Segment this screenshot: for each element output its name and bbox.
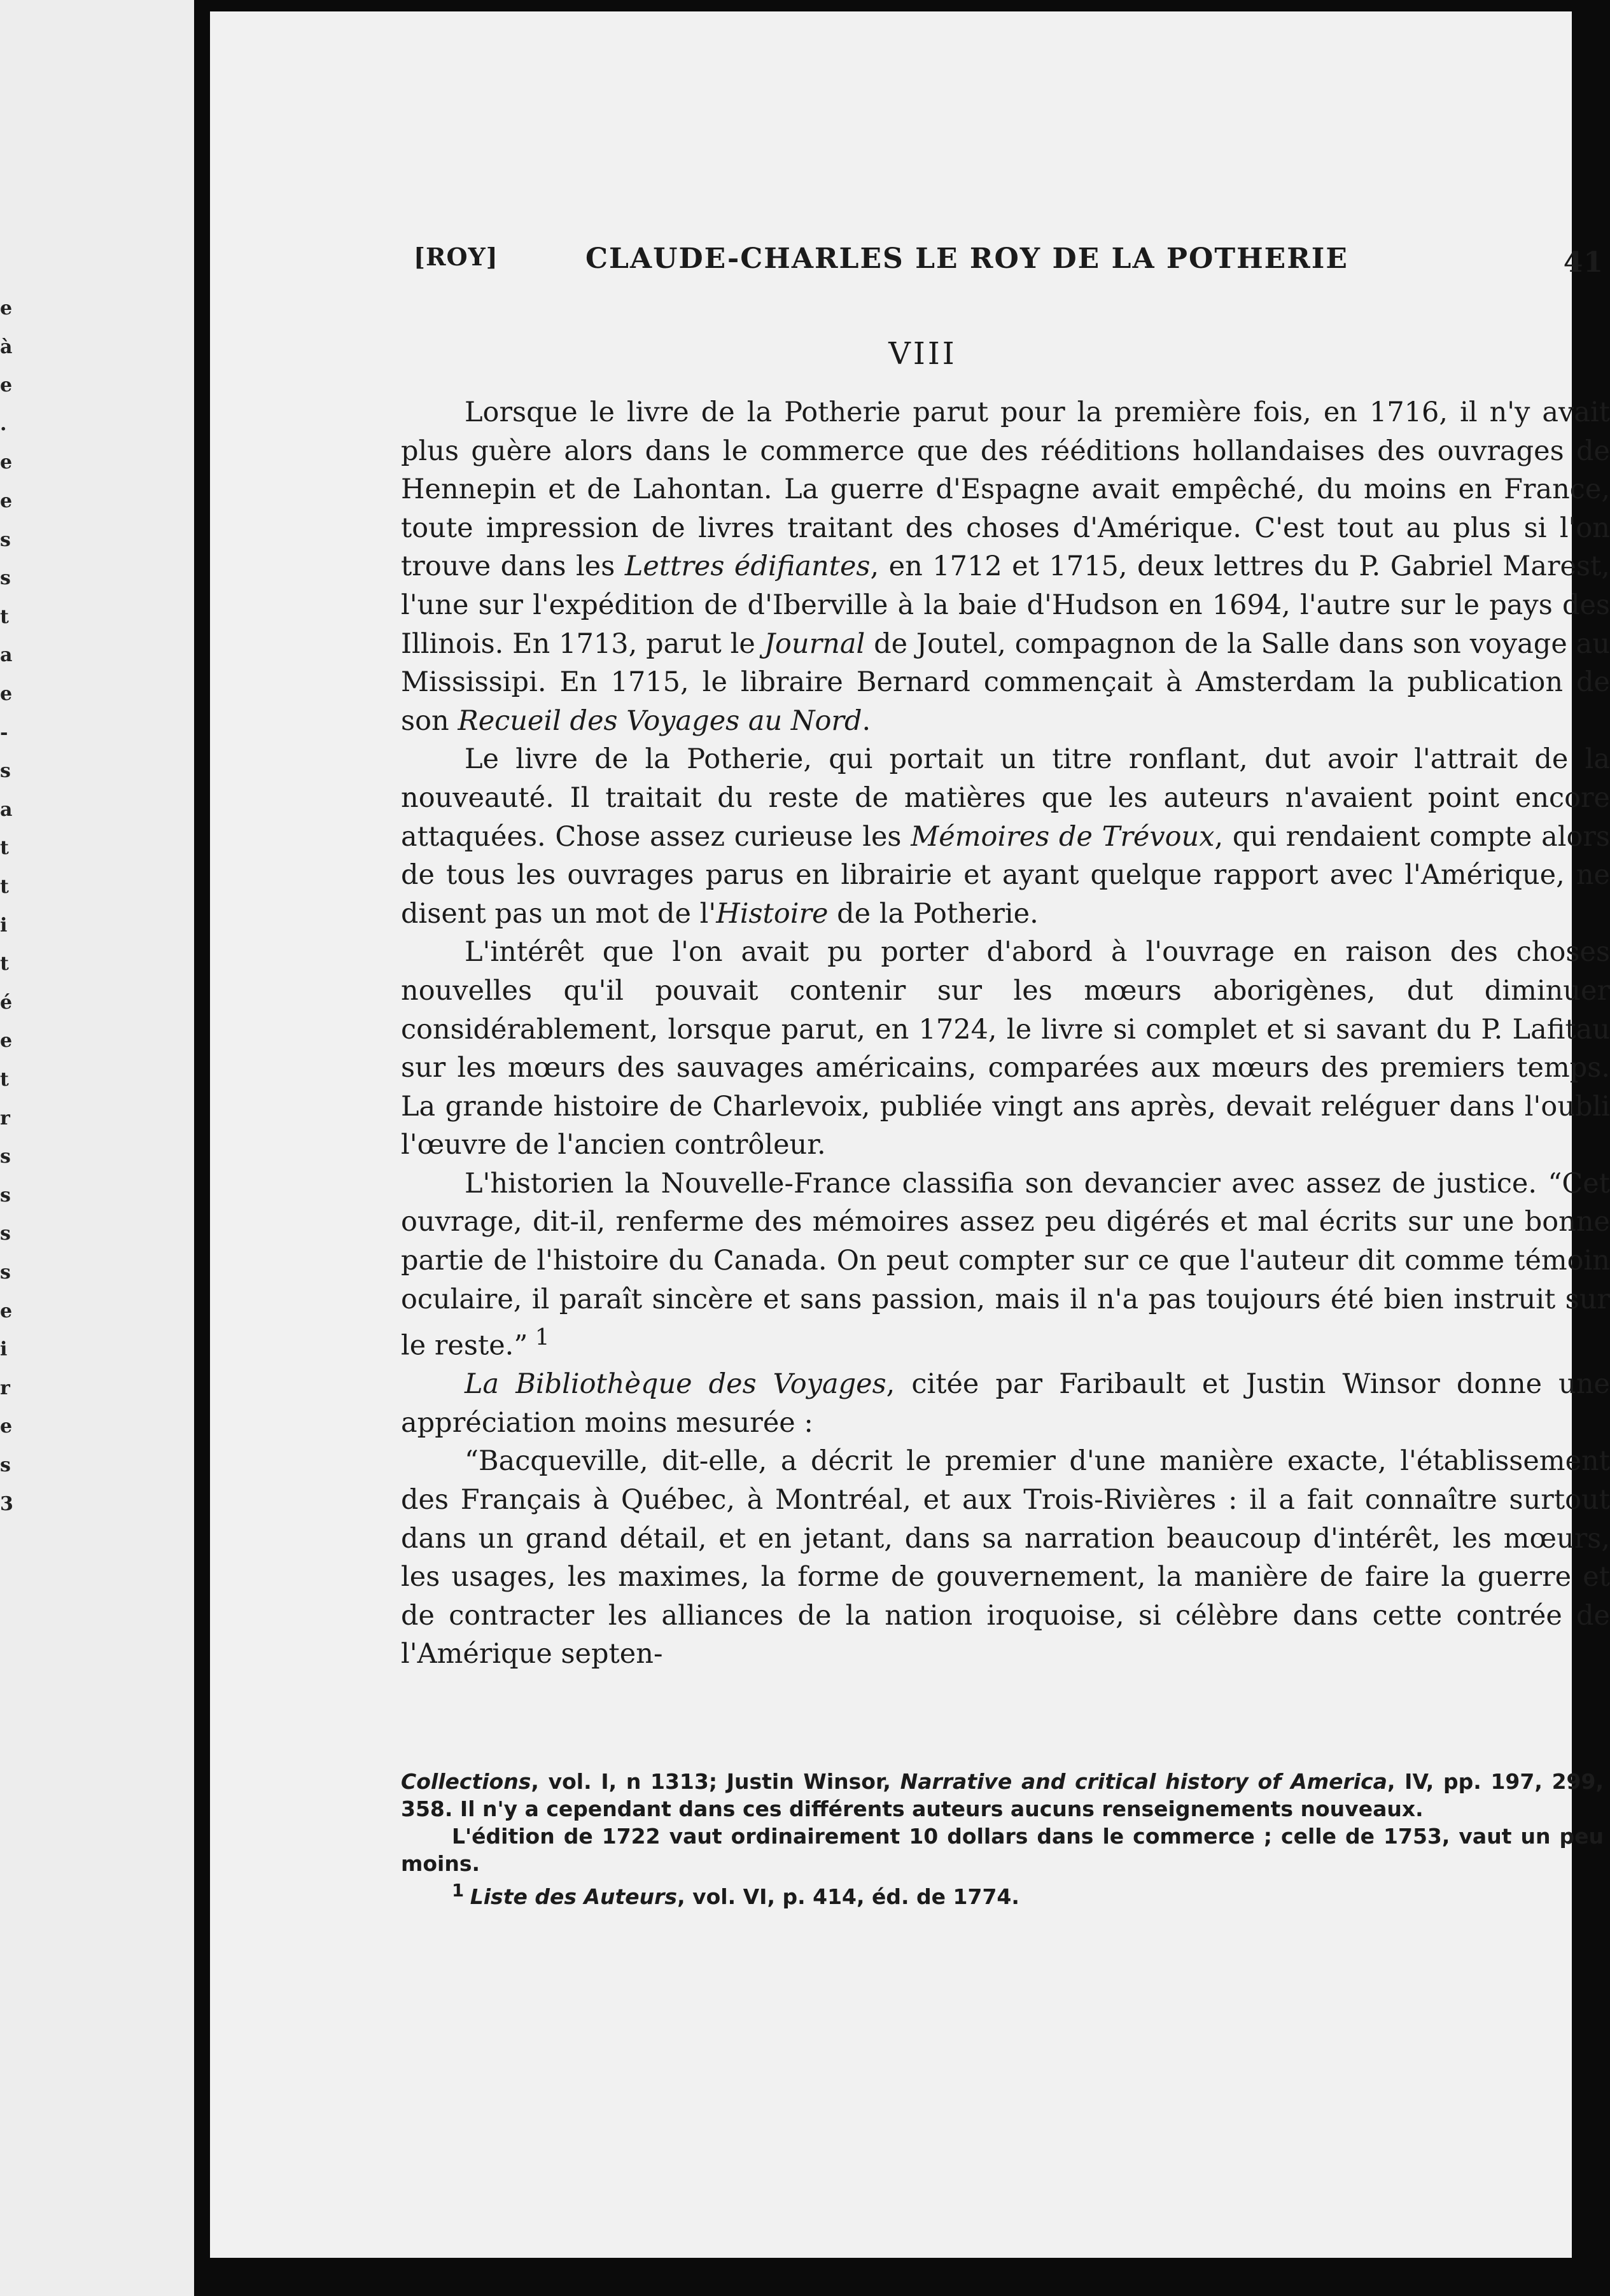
margin-letter: . (0, 412, 7, 435)
italic-text: Mémoires de Trévoux (911, 820, 1215, 853)
margin-letter: t (0, 876, 9, 898)
margin-letter: t (0, 605, 9, 628)
margin-letter: a (0, 798, 13, 821)
margin-letter: 3 (0, 1492, 13, 1515)
margin-letter: - (0, 721, 8, 744)
margin-letter: e (0, 297, 13, 319)
text-run: . (862, 704, 871, 737)
text-run: “Bacqueville, dit-elle, a décrit le premier d'une manière exacte, l'établissement des Français à Québec, à Montréal, et aux Trois-Rivières : il a fait connaître surtout dans un grand détail, et en jetant, dans sa narration beaucoup d'intérêt, les mœurs, les usages, les maximes, la forme de gouvernement, la manière de faire la guerre et de contracter les alliances de la nation iroquoise, si célèbre dans cette contrée de l'Amérique septen- (401, 1445, 1610, 1670)
italic-text: Recueil des Voyages au Nord (458, 704, 862, 737)
paragraph (401, 933, 1610, 1165)
text-run: , en 1712 et 1715, deux lettres du P. Gabriel Marest, l'une sur l'expédition de d'Iberville à la baie d'Hudson en 1694, l'autre sur le pays des Illinois. En 1713, parut le (401, 550, 1610, 660)
margin-letter: s (0, 1222, 11, 1245)
italic-text: Narrative and critical history of America (900, 1769, 1387, 1794)
running-header (414, 237, 1604, 279)
italic-text: La Bibliothèque des Voyages (465, 1368, 886, 1401)
text-run: Lorsque le livre de la Potherie parut pour la première fois, en 1716, il n'y avait plus guère alors dans le commerce que des rééditions hollandaises des ouvrages de Hennepin et de Lahontan. La guerre d'Espagne avait empêché, du moins en France, toute impression de livres traitant des choses d'Amérique. C'est tout au plus si l'on trouve dans les (401, 396, 1610, 583)
book-page (210, 11, 1610, 2258)
margin-letter: i (0, 914, 8, 937)
text-run: de Joutel, compagnon de la Salle dans son voyage au Mississipi. En 1715, le libraire Bernard commençait à Amsterdam la publication de son (401, 627, 1610, 737)
text-run: L'intérêt que l'on avait pu porter d'abord à l'ouvrage en raison des choses nouvelles qu'il pouvait contenir sur les mœurs aborigènes, dut diminuer considérablement, lorsque parut, en 1724, le livre si complet et si savant du P. Lafitau sur les mœurs des sauvages américains, comparées aux mœurs des premiers temps. La grande histoire de Charlevoix, publiée vingt ans après, devait reléguer dans l'oubli l'œuvre de l'ancien contrôleur. (401, 936, 1610, 1161)
margin-letter: e (0, 683, 13, 705)
margin-letter: e (0, 490, 13, 512)
body-text (401, 393, 1610, 1674)
text-run: L'édition de 1722 vaut ordinairement 10 dollars dans le commerce ; celle de 1753, vaut un peu moins. (401, 1824, 1604, 1876)
margin-letter: e (0, 374, 13, 397)
margin-letter: é (0, 991, 13, 1014)
text-run: , IV, pp. 197, 299, 358. Il n'y a cependant dans ces différents auteurs aucuns renseignements nouveaux. (401, 1769, 1604, 1821)
margin-letter: s (0, 567, 11, 590)
paragraph (401, 1442, 1610, 1674)
italic-text: Lettres édifiantes (624, 550, 871, 583)
margin-letter: r (0, 1376, 10, 1399)
footnotes (401, 1768, 1604, 1910)
paragraph (401, 1165, 1610, 1365)
footnote-marker: 1 (528, 1324, 550, 1351)
margin-letter: s (0, 1184, 11, 1207)
margin-letter: s (0, 1145, 11, 1168)
chapter-heading: VIII (888, 336, 957, 372)
footnote (401, 1768, 1604, 1823)
margin-letter: à (0, 335, 13, 358)
margin-letter: a (0, 644, 13, 667)
running-title: CLAUDE-CHARLES LE ROY DE LA POTHERIE (585, 242, 1348, 275)
text-run: , citée par Faribault et Justin Winsor donne une appréciation moins mesurée : (401, 1368, 1610, 1439)
text-run: , qui rendaient compte alors de tous les ouvrages parus en librairie et ayant quelque rapport avec l'Amérique, ne disent pas un mot de l' (401, 820, 1610, 930)
margin-letter: e (0, 1030, 13, 1053)
margin-letter: t (0, 1068, 9, 1091)
text-run: Le livre de la Potherie, qui portait un titre ronflant, dut avoir l'attrait de la nouveauté. Il traitait du reste de matières que les auteurs n'avaient point encore attaquées. Chose assez curieuse les (401, 743, 1610, 853)
margin-letter: s (0, 528, 11, 551)
section-tag: [ROY] (414, 242, 498, 271)
margin-letter: e (0, 1299, 13, 1322)
paragraph (401, 393, 1610, 740)
text-run: , vol. I, n 1313; Justin Winsor, (531, 1769, 900, 1794)
text-run: L'historien la Nouvelle-France classifia son devancier avec assez de justice. “Cet ouvrage, dit-il, renferme des mémoires assez peu digérés et mal écrits sur une bonne partie de l'histoire du Canada. On peut compter sur ce que l'auteur dit comme témoin oculaire, il paraît sincère et sans passion, mais il n'a pas toujours été bien instruit sur le reste.” (401, 1167, 1610, 1362)
margin-letter: s (0, 760, 11, 783)
paragraph (401, 1365, 1610, 1442)
page-number: 41 (1563, 246, 1604, 279)
italic-text: Journal (764, 627, 865, 660)
margin-letter: t (0, 837, 9, 860)
footnote-marker: 1 (452, 1880, 470, 1901)
margin-letter: s (0, 1454, 11, 1476)
text-run: , vol. VI, p. 414, éd. de 1774. (677, 1884, 1019, 1909)
italic-text: Collections (401, 1769, 531, 1794)
footnote (401, 1823, 1604, 1877)
margin-letter: r (0, 1107, 10, 1130)
paragraph (401, 740, 1610, 933)
italic-text: Histoire (716, 897, 829, 930)
footnote (401, 1877, 1604, 1910)
italic-text: Liste des Auteurs (470, 1884, 678, 1909)
facing-page-fragment (0, 0, 194, 2296)
margin-letter: t (0, 953, 9, 976)
text-run: de la Potherie. (828, 897, 1039, 930)
margin-letter: i (0, 1338, 8, 1361)
margin-letter: e (0, 1415, 13, 1438)
margin-letter: s (0, 1261, 11, 1284)
margin-letter: e (0, 451, 13, 474)
